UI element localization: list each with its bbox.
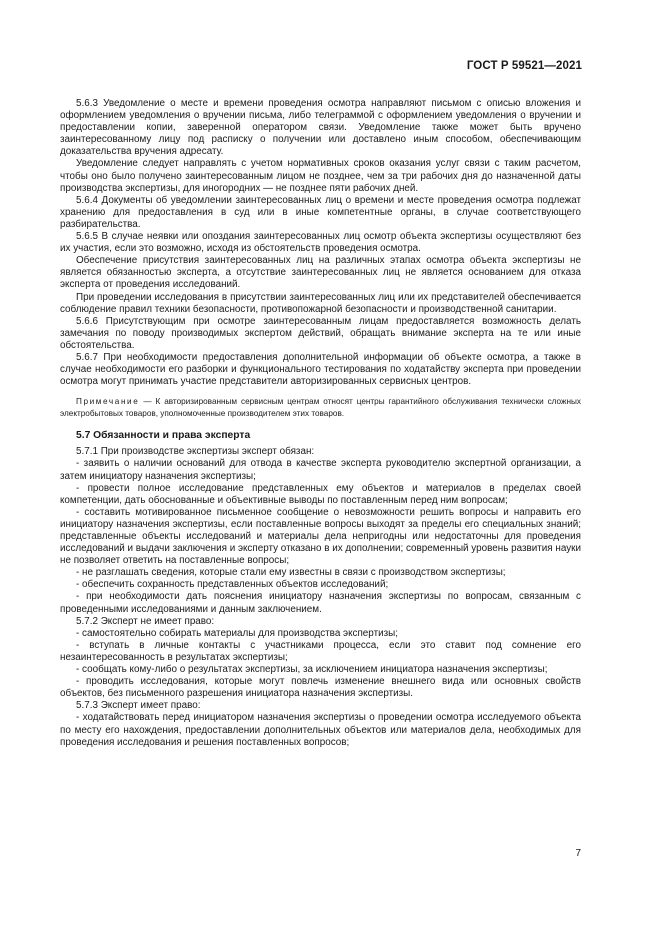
list-item: - при необходимости дать пояснения инициатору назначения экспертизы по вопросам, связанным с проведенными исследованиями и данным заключением.	[60, 591, 581, 615]
paragraph-5-6-7: 5.6.7 При необходимости предоставления дополнительной информации об объекте осмотра, а также в случае необходимости его разборки и функционального тестирования по ходатайству эксперта при проведении осмотра могут принимать участие представители авторизированных сервисных центров.	[60, 351, 581, 388]
standard-header: ГОСТ Р 59521—2021	[466, 60, 582, 72]
list-item: - заявить о наличии оснований для отвода в качестве эксперта руководителю экспертной организации, а затем инициатору назначения экспертизы;	[60, 458, 581, 482]
paragraph-5-6-4: 5.6.4 Документы об уведомлении заинтересованных лиц о времени и месте проведения осмотра подлежат хранению для предоставления в суд или в иные компетентные органы, в случае соответствующего разбирательства.	[60, 194, 581, 230]
note-label: Примечание	[76, 397, 140, 407]
list-item: - проводить исследования, которые могут повлечь изменение внешнего вида или основных свойств объектов, без письменного разрешения инициатора назначения экспертизы.	[60, 676, 581, 700]
paragraph-5-6-5: 5.6.5 В случае неявки или опоздания заинтересованных лиц осмотр объекта экспертизы осуществляют без их участия, если это возможно, исходя из обстоятельств проведения осмотра.	[60, 231, 581, 255]
list-item: - самостоятельно собирать материалы для производства экспертизы;	[76, 627, 398, 639]
document-body	[60, 98, 581, 749]
list-item: - вступать в личные контакты с участниками процесса, если это ставит под сомнение его незаинтересованность в результатах экспертизы;	[60, 639, 581, 663]
list-item: - сообщать кому-либо о результатах экспертизы, за исключением инициатора назначения экспертизы;	[76, 664, 548, 676]
paragraph-notice-timing: Уведомление следует направлять с учетом нормативных сроков оказания услуг связи с таким расчетом, чтобы оно было получено заинтересованным лицом не позднее, чем за три рабочих дня до назначенной даты производства экспертизы, для иногородних — не позднее пяти рабочих дней.	[60, 158, 581, 194]
list-item: - ходатайствовать перед инициатором назначения экспертизы о проведении осмотра исследуемого объекта по месту его нахождения, предоставлении дополнительных объектов или материалов дела, необходимых для проведения исследования и решения поставленных вопросов;	[60, 712, 581, 748]
list-item: - обеспечить сохранность представленных объектов исследований;	[76, 579, 389, 591]
paragraph-5-6-3: 5.6.3 Уведомление о месте и времени проведения осмотра направляют письмом с описью вложения и оформлением уведомления о вручении письма, либо телеграммой с оформлением уведомления о вручении и предоставлении копии, заверенной оператором связи. Уведомление также может быть вручено заинтересованному лицу под расписку о получении или доставлено иным способом, обеспечивающим доказательства вручения адресату.	[60, 98, 581, 158]
paragraph-5-7-2: 5.7.2 Эксперт не имеет право:	[76, 615, 215, 627]
section-5-7-heading: 5.7 Обязанности и права эксперта	[76, 430, 251, 442]
paragraph-presence: Обеспечение присутствия заинтересованных лиц на различных этапах осмотра объекта экспертизы не является обязанностью эксперта, а отсутствие заинтересованных лиц не является основанием для отказа эксперта от проведения исследований.	[60, 255, 581, 291]
list-item: - составить мотивированное письменное сообщение о невозможности решить вопросы и направить его инициатору назначения экспертизы, если поставленные вопросы выходят за пределы его специальных знаний; представленные объекты исследований и материалы дела непригодны или недостаточны для проведения исследований и выдачи заключения и эксперту отказано в их дополнении; современный уровень развития науки не позволяет ответить на поставленные вопросы;	[60, 506, 581, 567]
paragraph-5-6-6: 5.6.6 Присутствующим при осмотре заинтересованным лицам предоставляется возможность делать замечания по поводу производимых экспертом действий, обращать внимание эксперта на те или иные обстоятельства.	[60, 315, 581, 351]
paragraph-5-7-1: 5.7.1 При производстве экспертизы эксперт обязан:	[76, 446, 315, 458]
note	[60, 396, 581, 419]
note-text: — К авторизированным сервисным центрам относят центры гарантийного обслуживания технически сложных электробытовых товаров, уполномоченные производителем этих товаров.	[60, 397, 581, 418]
paragraph-5-7-3: 5.7.3 Эксперт имеет право:	[76, 700, 201, 712]
paragraph-safety: При проведении исследования в присутствии заинтересованных лиц или их представителей обеспечивается соблюдение правил техники безопасности, противопожарной безопасности и производственной санитарии.	[60, 291, 581, 315]
list-item: - провести полное исследование представленных ему объектов и материалов в пределах своей компетенции, дать обоснованные и объективные выводы по поставленным перед ним вопросам;	[60, 482, 581, 506]
list-item: - не разглашать сведения, которые стали ему известны в связи с производством экспертизы;	[76, 567, 506, 579]
page-number: 7	[575, 848, 581, 859]
